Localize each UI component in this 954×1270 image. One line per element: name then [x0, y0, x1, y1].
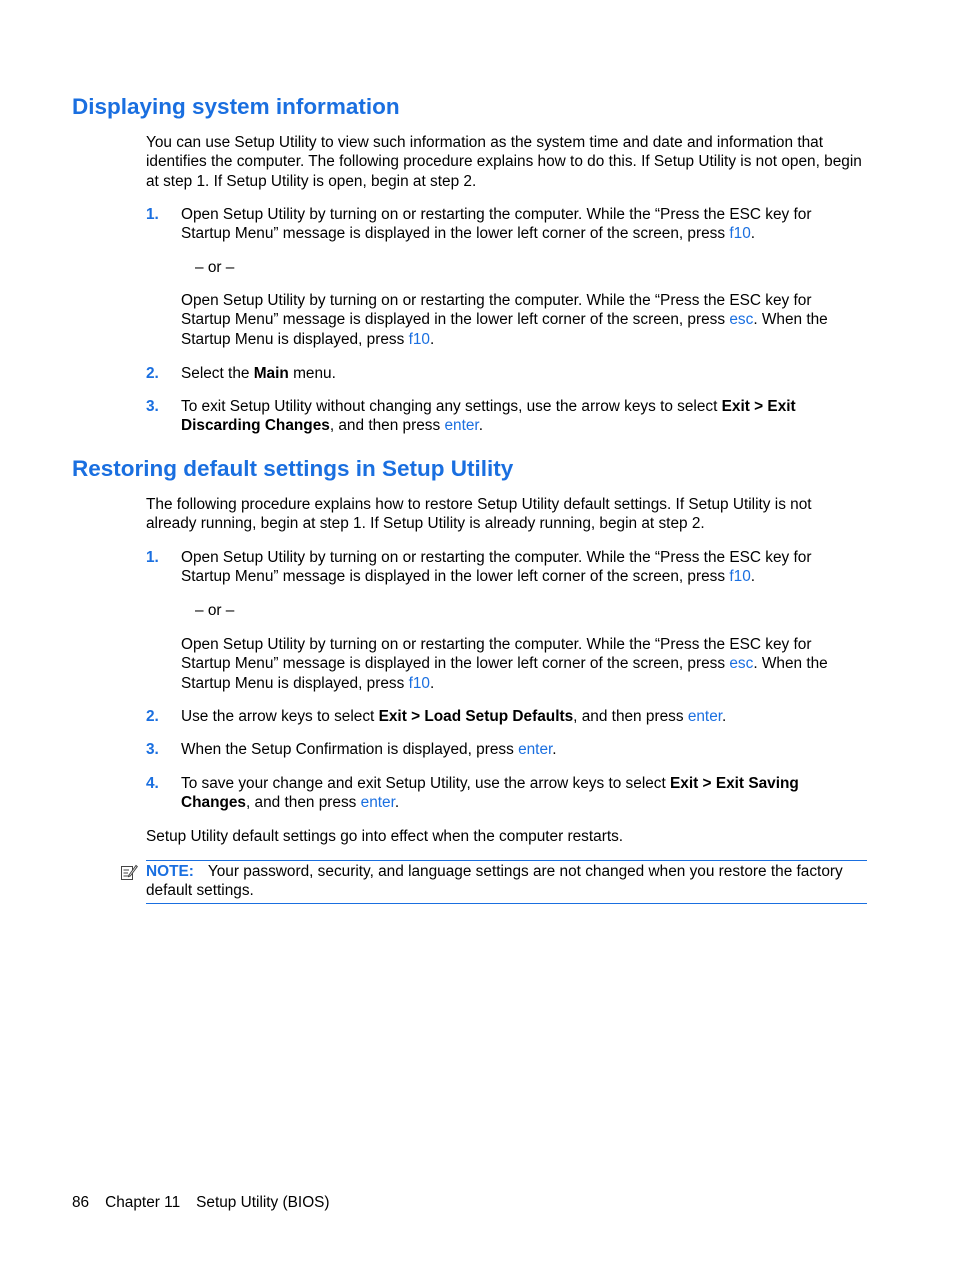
key-esc: esc	[729, 655, 754, 673]
step-alternative-text: Open Setup Utility by turning on or restarting the computer. While the “Press the ESC key for Startup Menu” message is displayed in the lower left corner of the screen, press esc. When the Startup Menu is displayed, press f10.	[181, 292, 828, 348]
step-number: 2.	[146, 708, 159, 725]
step-number: 4.	[146, 775, 159, 792]
list-item	[146, 707, 862, 726]
note-label: NOTE:	[146, 863, 194, 880]
step-text: To exit Setup Utility without changing any settings, use the arrow keys to select Exit > Exit Discarding Changes, and then press enter.	[181, 398, 796, 435]
key-esc: esc	[729, 311, 754, 329]
key-f10: f10	[408, 674, 430, 692]
chapter-label: Chapter 11	[105, 1194, 181, 1211]
list-item	[146, 548, 862, 587]
page-number: 86	[72, 1194, 90, 1211]
key-enter: enter	[687, 708, 723, 725]
step-number: 3.	[146, 741, 159, 758]
step-text: Use the arrow keys to select Exit > Load Setup Defaults, and then press enter.	[181, 708, 727, 725]
step-text: To save your change and exit Setup Utility, use the arrow keys to select Exit > Exit Saving Changes, and then press enter.	[181, 775, 799, 812]
key-f10: f10	[729, 568, 751, 586]
step-text: Open Setup Utility by turning on or restarting the computer. While the “Press the ESC key for Startup Menu” message is displayed in the lower left corner of the screen, press f10.	[181, 206, 812, 243]
chapter-title: Setup Utility (BIOS)	[196, 1194, 330, 1211]
key-enter: enter	[360, 794, 395, 812]
step-text: Open Setup Utility by turning on or restarting the computer. While the “Press the ESC key for Startup Menu” message is displayed in the lower left corner of the screen, press f10.	[181, 549, 812, 586]
section-heading-displaying-system-information: Displaying system information	[72, 94, 400, 119]
page-footer	[72, 1193, 330, 1212]
step-number: 3.	[146, 398, 159, 415]
or-separator: – or –	[195, 259, 235, 276]
step-number: 1.	[146, 206, 159, 223]
section-intro: You can use Setup Utility to view such information as the system time and date and information that identifies the computer. The following procedure explains how to do this. If Setup Utility is not open, begin at step 1. If Setup Utility is open, begin at step 2.	[146, 134, 862, 190]
key-f10: f10	[408, 330, 430, 348]
step-text: Select the Main menu.	[181, 365, 336, 382]
key-enter: enter	[444, 417, 479, 435]
step-number: 2.	[146, 365, 159, 382]
list-item	[146, 364, 862, 383]
list-item	[146, 774, 862, 813]
step-alternative-text: Open Setup Utility by turning on or restarting the computer. While the “Press the ESC key for Startup Menu” message is displayed in the lower left corner of the screen, press esc. When the Startup Menu is displayed, press f10.	[181, 636, 828, 692]
note-box	[146, 860, 867, 904]
list-item	[146, 397, 862, 436]
step-text: When the Setup Confirmation is displayed, press enter.	[181, 741, 557, 758]
list-item	[146, 205, 862, 244]
step-number: 1.	[146, 549, 159, 566]
closing-paragraph: Setup Utility default settings go into effect when the computer restarts.	[146, 828, 624, 845]
note-text: Your password, security, and language settings are not changed when you restore the factory default settings.	[146, 863, 843, 900]
key-enter: enter	[518, 741, 553, 758]
section-heading-restoring-default-settings: Restoring default settings in Setup Utility	[72, 456, 514, 481]
or-separator: – or –	[195, 602, 235, 619]
note-icon	[120, 863, 138, 881]
list-item	[146, 740, 862, 759]
section-intro: The following procedure explains how to restore Setup Utility default settings. If Setup Utility is not already running, begin at step 1. If Setup Utility is already running, begin at step 2.	[146, 496, 812, 533]
key-f10: f10	[729, 225, 751, 243]
